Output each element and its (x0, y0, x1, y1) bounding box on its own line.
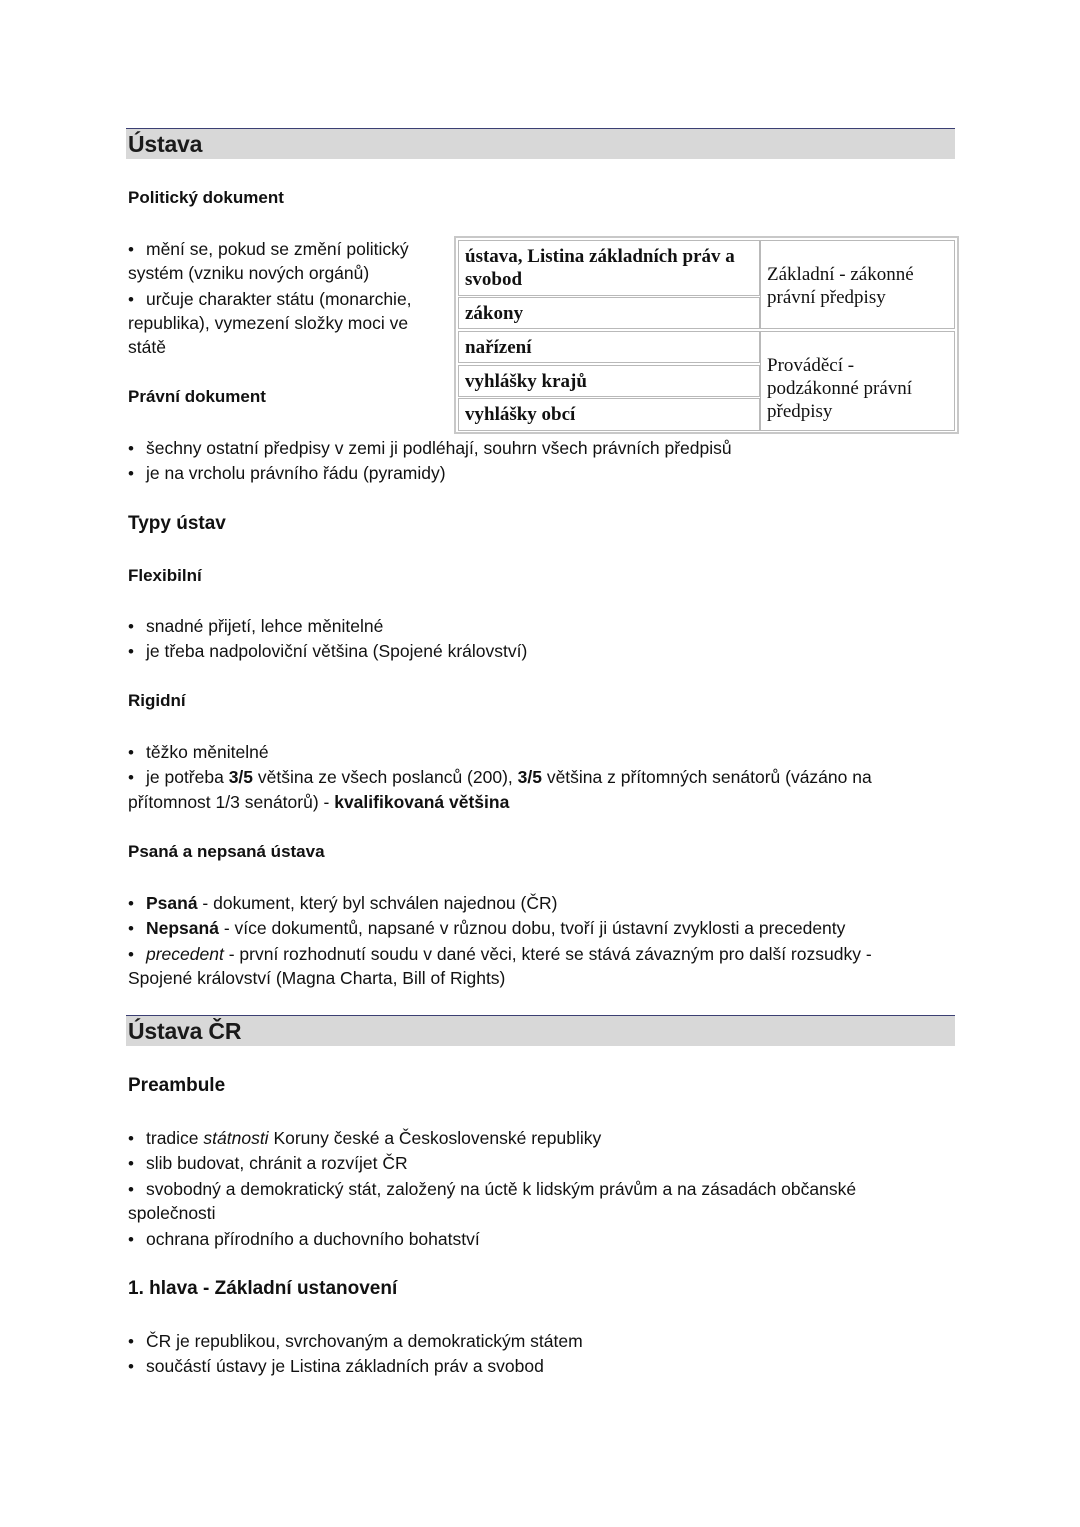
subheading-flexibilni: Flexibilní (128, 566, 202, 585)
subheading-rigidni: Rigidní (128, 691, 186, 710)
table-cell: zákony (458, 297, 760, 329)
section-header-ustava (126, 128, 955, 159)
table-cell: vyhlášky krajů (458, 365, 760, 397)
bullet-item: • ochrana přírodního a duchovního bohatství (128, 1227, 480, 1252)
legal-hierarchy-table (454, 236, 959, 434)
table-cell: ústava, Listina základních práv a svobod (458, 240, 760, 296)
section-title: Ústava ČR (128, 1018, 242, 1044)
table-cell: nařízení (458, 331, 760, 363)
subheading-politicky-dokument: Politický dokument (128, 188, 284, 207)
bullet-item: • je třeba nadpoloviční většina (Spojené království) (128, 639, 527, 664)
subheading-hlava-1: 1. hlava - Základní ustanovení (128, 1278, 398, 1299)
section-header-ustava-cr (126, 1015, 955, 1046)
bullet-continuation: státě (128, 337, 166, 357)
bullet-item: • precedent - první rozhodnutí soudu v dané věci, které se stává závazným pro další rozsudky - (128, 942, 872, 967)
bullet-item: • tradice státnosti Koruny české a Československé republiky (128, 1126, 601, 1151)
table-cell-category: Prováděcí - podzákonné právní předpisy (760, 331, 955, 431)
bullet-continuation: přítomnost 1/3 senátorů) - kvalifikovaná většina (128, 792, 510, 812)
bullet-continuation: společnosti (128, 1203, 216, 1223)
bullet-item: • těžko měnitelné (128, 740, 269, 765)
subheading-typy-ustav: Typy ústav (128, 513, 226, 534)
bullet-item: • ČR je republikou, svrchovaným a demokratickým státem (128, 1329, 583, 1354)
bullet-item: • součástí ústavy je Listina základních práv a svobod (128, 1354, 544, 1379)
subheading-pravni-dokument: Právní dokument (128, 387, 266, 406)
bullet-item: • určuje charakter státu (monarchie, (128, 287, 412, 312)
table-cell: vyhlášky obcí (458, 398, 760, 431)
subheading-preambule: Preambule (128, 1075, 226, 1096)
bullet-item: • Nepsaná - více dokumentů, napsané v různou dobu, tvoří ji ústavní zvyklosti a precedenty (128, 916, 845, 941)
bullet-continuation: systém (vzniku nových orgánů) (128, 263, 370, 283)
table-cell-category: Základní - zákonné právní předpisy (760, 240, 955, 329)
bullet-item: • svobodný a demokratický stát, založený na úctě k lidským právům a na zásadách občanské (128, 1177, 856, 1202)
bullet-item: • mění se, pokud se změní politický (128, 237, 409, 262)
subheading-psana-nepsana: Psaná a nepsaná ústava (128, 842, 325, 861)
bullet-continuation: Spojené království (Magna Charta, Bill of Rights) (128, 968, 506, 988)
bullet-item: • šechny ostatní předpisy v zemi ji podléhají, souhrn všech právních předpisů (128, 436, 732, 461)
bullet-item: • slib budovat, chránit a rozvíjet ČR (128, 1151, 408, 1176)
bullet-item: • je potřeba 3/5 většina ze všech poslanců (200), 3/5 většina z přítomných senátorů (vázáno na (128, 765, 872, 790)
section-title: Ústava (128, 131, 203, 157)
bullet-item: • Psaná - dokument, který byl schválen najednou (ČR) (128, 891, 557, 916)
bullet-item: • snadné přijetí, lehce měnitelné (128, 614, 383, 639)
bullet-continuation: republika), vymezení složky moci ve (128, 313, 409, 333)
bullet-item: • je na vrcholu právního řádu (pyramidy) (128, 461, 446, 486)
